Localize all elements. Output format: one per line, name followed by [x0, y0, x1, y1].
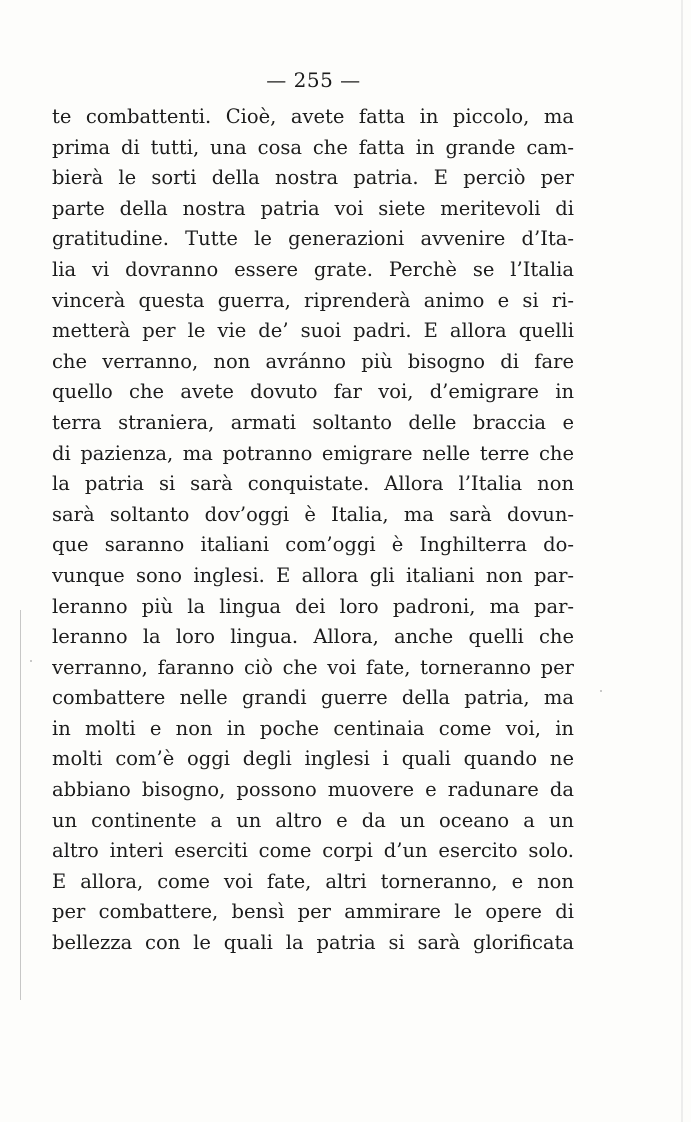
text-line: che verranno, non avránno più bisogno di fare — [52, 349, 574, 373]
text-line: molti com’è oggi degli inglesi i quali quando ne — [52, 747, 574, 771]
text-line: combattere nelle grandi guerre della patria, ma — [52, 686, 574, 710]
text-line: E allora, come voi fate, altri torneranno, e non — [52, 869, 574, 893]
text-line: te combattenti. Cioè, avete fatta in piccolo, ma — [52, 105, 574, 128]
paper-speck — [600, 690, 602, 692]
text-line: la patria si sarà conquistate. Allora l’Italia non — [52, 472, 574, 496]
text-line: un continente a un altro e da un oceano a un — [52, 808, 574, 832]
text-line: bierà le sorti della nostra patria. E perciò per — [52, 166, 574, 190]
text-line: verranno, faranno ciò che voi fate, torneranno per — [52, 655, 574, 679]
page-edge-shadow — [681, 0, 683, 1122]
text-line: vincerà questa guerra, riprenderà animo e si ri- — [52, 288, 574, 312]
text-line: vunque sono inglesi. E allora gli italiani non par- — [52, 563, 574, 587]
text-line: bellezza con le quali la patria si sarà glorificata — [52, 931, 574, 955]
text-line: parte della nostra patria voi siete meritevoli di — [52, 196, 574, 220]
text-line: gratitudine. Tutte le generazioni avvenire d’Ita- — [52, 227, 574, 251]
text-line: quello che avete dovuto far voi, d’emigrare in — [52, 380, 574, 404]
text-line: leranno più la lingua dei loro padroni, ma par- — [52, 594, 574, 618]
body-text — [52, 102, 574, 959]
text-line: abbiano bisogno, possono muovere e radunare da — [52, 778, 574, 802]
text-line: sarà soltanto dov’oggi è Italia, ma sarà dovun- — [52, 502, 574, 526]
text-line: di pazienza, ma potranno emigrare nelle terre che — [52, 441, 574, 465]
text-line: lia vi dovranno essere grate. Perchè se l’Italia — [52, 257, 574, 281]
paper-speck — [30, 660, 32, 662]
text-line: altro interi eserciti come corpi d’un esercito solo. — [52, 839, 574, 863]
text-line: prima di tutti, una cosa che fatta in grande cam- — [52, 135, 574, 159]
text-line: in molti e non in poche centinaia come voi, in — [52, 716, 574, 740]
margin-pencil-mark — [20, 610, 21, 1000]
page-number: — 255 — — [266, 68, 361, 92]
text-line: per combattere, bensì per ammirare le opere di — [52, 900, 574, 924]
text-line: que saranno italiani com’oggi è Inghilterra do- — [52, 533, 574, 557]
text-line: metterà per le vie de’ suoi padri. E allora quelli — [52, 319, 574, 343]
text-line: terra straniera, armati soltanto delle braccia e — [52, 410, 574, 434]
text-line: leranno la loro lingua. Allora, anche quelli che — [52, 625, 574, 649]
